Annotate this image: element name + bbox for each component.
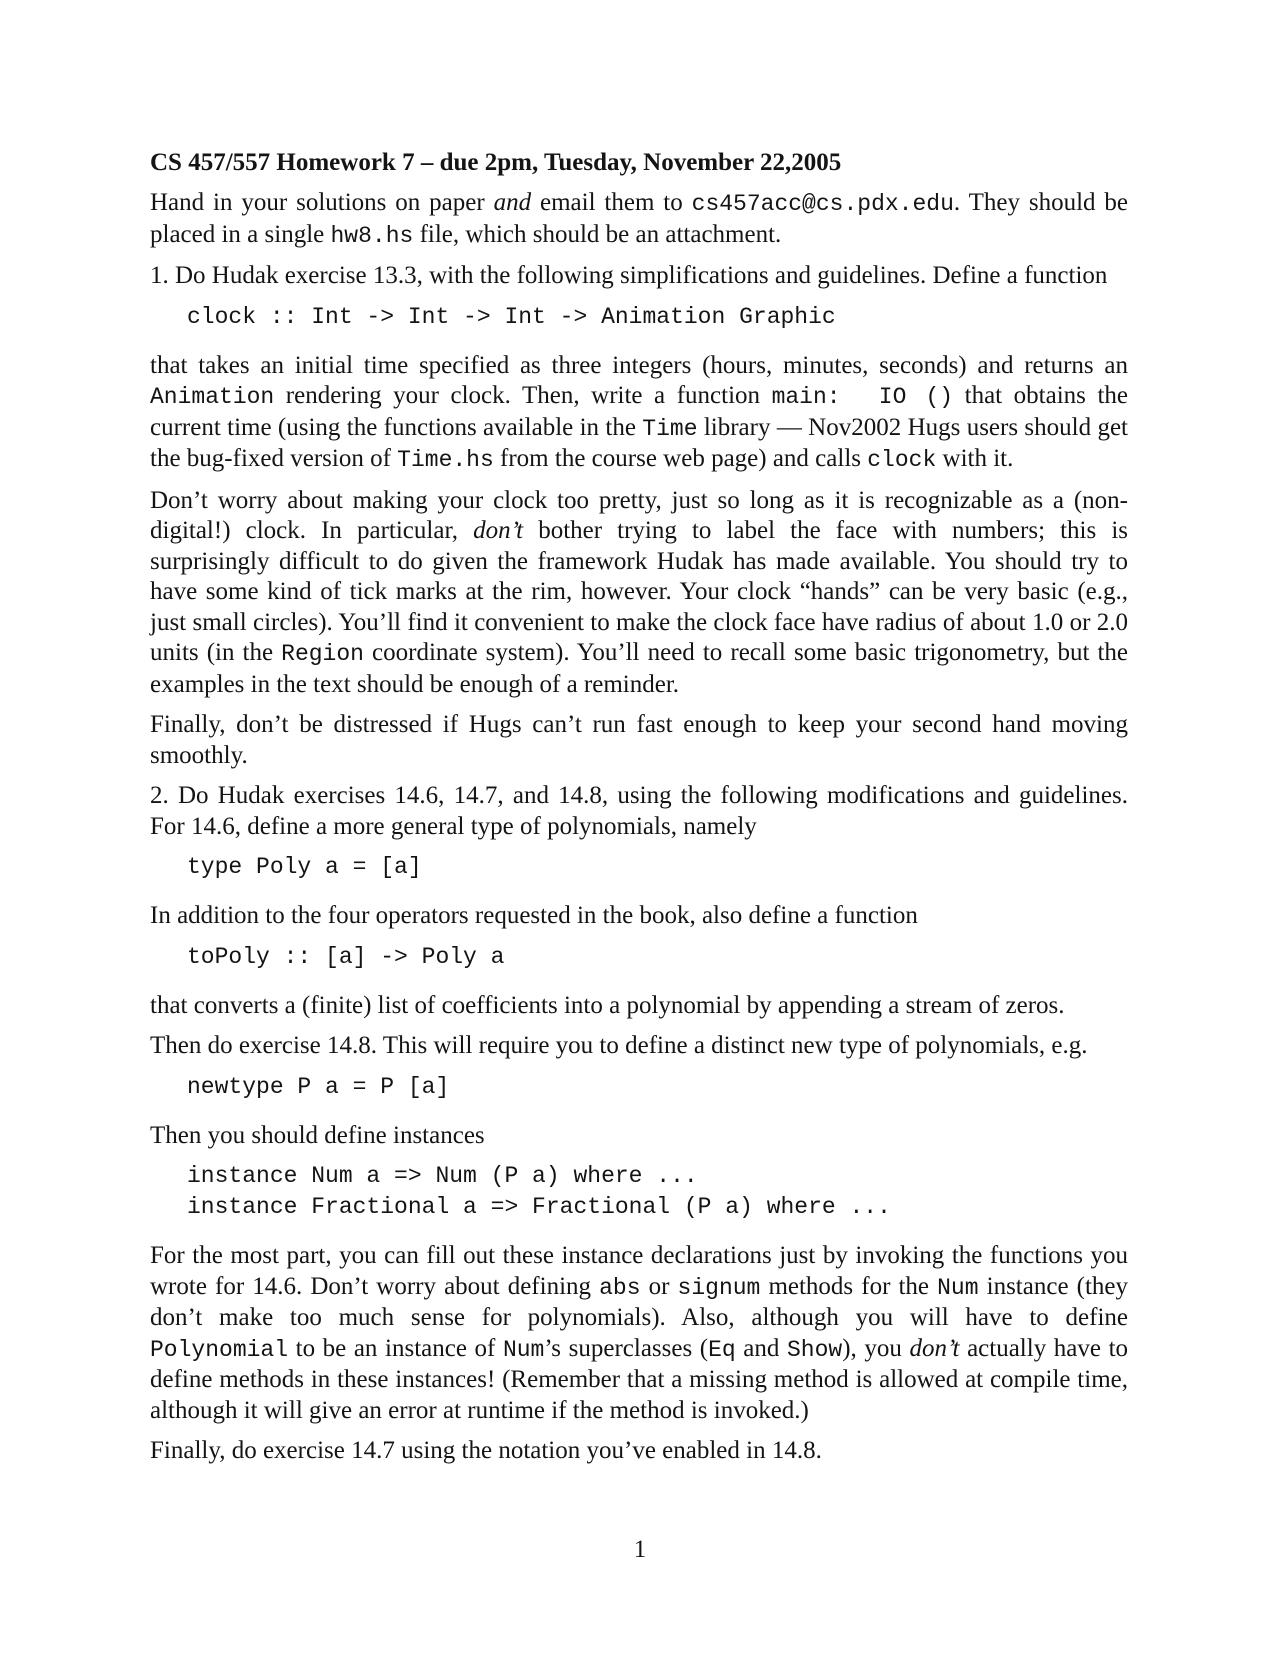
question-1-paragraph-3 — [150, 486, 1128, 701]
code-clock: clock — [867, 447, 937, 473]
q1-p2-text-3: that obtains the current time (using the functions available in the — [150, 382, 1128, 441]
q2-p6-emphasis-dont: don’t — [909, 1334, 960, 1362]
page-number: 1 — [633, 1536, 647, 1563]
code-newtype: newtype P a = P [a] — [187, 1073, 450, 1100]
q1-p3-text-2: bother trying to label the face with numbers; this is surprisingly difficult to do given the framework Hudak has made available. You should try to have some kind of tick marks at the rim, however. Your clock “hands” can be very basic (e.g., just small circles). You’ll find it convenient to make the clock face have radius of about 1.0 or 2.0 units (in the — [150, 517, 1128, 666]
code-time-hs: Time.hs — [397, 447, 494, 473]
code-clock-signature: clock :: Int -> Int -> Int -> Animation Graphic — [187, 303, 836, 330]
email-address: cs457acc@cs.pdx.edu — [691, 191, 954, 217]
question-2-lead: 2. Do Hudak exercises 14.6, 14.7, and 14.8, using the following modifications and guidelines. For 14.6, define a more general type of polynomials, namely — [150, 782, 1128, 840]
q1-p2-text-2: rendering your clock. Then, write a function — [274, 382, 772, 409]
q2-p6-text-7: and — [735, 1334, 787, 1362]
q2-p6-text-9: actually have to define methods in these instances! (Remember that a missing method is allowed at compile time, although it will give an error at runtime if the method is invoked.) — [150, 1334, 1129, 1424]
filename: hw8.hs — [330, 222, 414, 249]
question-2-paragraph-3: that converts a (finite) list of coefficients into a polynomial by appending a stream of zeros. — [150, 991, 1065, 1019]
page-title: CS 457/557 Homework 7 – due 2pm, Tuesday, November 22,2005 — [150, 149, 842, 176]
question-2-paragraph-7: Finally, do exercise 14.7 using the notation you’ve enabled in 14.8. — [150, 1437, 822, 1464]
q2-p6-text-1: For the most part, you can fill out these instance declarations just by invoking the functions you wrote for 14.6. Don’t worry about defining — [150, 1242, 1128, 1300]
intro-emphasis-and: and — [493, 189, 532, 216]
document-body — [150, 148, 1128, 1477]
q2-p6-text-8: ), you — [842, 1334, 910, 1362]
question-2-paragraph-2: In addition to the four operators requested in the book, also define a function — [150, 902, 918, 929]
code-animation: Animation — [150, 384, 275, 410]
code-show: Show — [787, 1336, 843, 1363]
q1-p3-text-1: Don’t worry about making your clock too pretty, just so long as it is recognizable as a (non-digital!) clock. In particular, — [150, 486, 1128, 544]
code-eq: Eq — [708, 1336, 736, 1363]
q1-p2-text-6: with it. — [936, 445, 1014, 472]
code-region: Region — [281, 641, 364, 667]
q2-p6-text-3: methods for the — [760, 1272, 938, 1300]
code-instance-fractional: instance Fractional a => Fractional (P a) where ... — [187, 1194, 891, 1220]
q2-p6-text-5: to be an instance of — [288, 1334, 503, 1362]
code-main-io: main: IO () — [771, 384, 954, 410]
q1-p2-text-1: that takes an initial time specified as three integers (hours, minutes, seconds) and returns an — [150, 351, 1128, 379]
code-abs: abs — [599, 1274, 641, 1301]
q2-p6-text-4: instance (they don’t make too much sense for polynomials). Also, although you will have to define — [150, 1272, 1128, 1331]
code-instances — [187, 1161, 1128, 1223]
code-poly-type: type Poly a = [a] — [187, 854, 422, 880]
code-num: Num — [937, 1274, 979, 1301]
question-1-paragraph-4: Finally, don’t be distressed if Hugs can’t run fast enough to keep your second hand moving smoothly. — [150, 711, 1128, 769]
q1-p2-text-5: from the course web page) and calls — [493, 445, 868, 472]
intro-text-1: Hand in your solutions on paper — [150, 189, 494, 216]
q1-p3-emphasis-dont: don’t — [473, 517, 524, 544]
question-1-lead: 1. Do Hudak exercise 13.3, with the following simplifications and guidelines. Define a function — [150, 262, 1108, 289]
intro-paragraph — [150, 188, 1128, 251]
code-time: Time — [642, 415, 698, 442]
intro-text-2: email them to — [531, 189, 692, 216]
intro-text-3: . They should be placed in a single — [150, 189, 1129, 248]
q2-p6-text-6: ’s superclasses ( — [544, 1334, 709, 1362]
code-polynomial: Polynomial — [150, 1336, 289, 1363]
question-2-paragraph-4: Then do exercise 14.8. This will require you to define a distinct new type of polynomials, e.g. — [150, 1032, 1088, 1059]
q1-p2-text-4: library — Nov2002 Hugs users should get the bug-fixed version of — [150, 413, 1128, 472]
intro-text-4: file, which should be an attachment. — [413, 220, 782, 248]
code-num-2: Num — [502, 1336, 545, 1363]
question-1-paragraph-2 — [150, 351, 1128, 476]
code-topoly-signature: toPoly :: [a] -> Poly a — [187, 943, 505, 970]
question-2-paragraph-5: Then you should define instances — [150, 1121, 485, 1149]
code-signum: signum — [677, 1274, 761, 1301]
question-2-paragraph-6 — [150, 1241, 1128, 1426]
code-instance-num: instance Num a => Num (P a) where ... — [187, 1163, 698, 1189]
q2-p6-text-2: or — [640, 1272, 678, 1300]
q1-p3-text-3: coordinate system). You’ll need to recall some basic trigonometry, but the examples in the text should be enough of a reminder. — [150, 639, 1128, 698]
